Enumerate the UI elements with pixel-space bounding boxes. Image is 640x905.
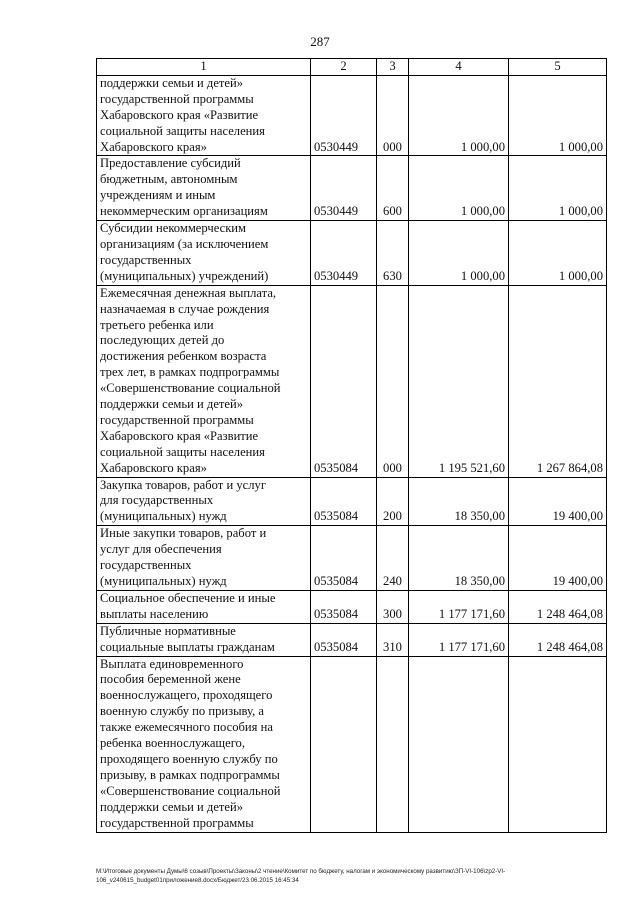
description-line: для государственных bbox=[100, 493, 214, 508]
amount-year-2: 19 400,00 bbox=[509, 526, 607, 591]
table-row bbox=[97, 221, 607, 286]
row-description bbox=[97, 75, 311, 156]
amount-year-2: 1 248 464,08 bbox=[509, 590, 607, 623]
table-header-row bbox=[97, 59, 607, 76]
table-row bbox=[97, 590, 607, 623]
expense-type bbox=[377, 656, 409, 832]
target-code: 0535084 bbox=[311, 623, 377, 656]
description-line: Выплата единовременного bbox=[100, 656, 244, 671]
description-line: государственных bbox=[100, 252, 192, 267]
target-code: 0535084 bbox=[311, 590, 377, 623]
description-line: Хабаровского края» bbox=[100, 460, 207, 475]
description-line: некоммерческим организациям bbox=[100, 204, 268, 219]
description-line: достижения ребенком возраста bbox=[100, 349, 267, 364]
expense-type: 600 bbox=[377, 156, 409, 221]
description-line: государственных bbox=[100, 558, 192, 573]
description-line: государственной программы bbox=[100, 815, 254, 830]
target-code: 0530449 bbox=[311, 75, 377, 156]
expense-type: 240 bbox=[377, 526, 409, 591]
table-row bbox=[97, 156, 607, 221]
description-line: поддержки семьи и детей» bbox=[100, 799, 244, 814]
description-line: назначаемая в случае рождения bbox=[100, 301, 270, 316]
target-code: 0535084 bbox=[311, 285, 377, 477]
description-line: Хабаровского края» bbox=[100, 139, 207, 154]
header-col-1: 1 bbox=[97, 59, 311, 76]
header-col-5: 5 bbox=[509, 59, 607, 76]
description-line: Закупка товаров, работ и услуг bbox=[100, 477, 266, 492]
table-row bbox=[97, 477, 607, 526]
amount-year-2: 1 000,00 bbox=[509, 156, 607, 221]
description-line: выплаты населению bbox=[100, 606, 209, 621]
expense-type: 000 bbox=[377, 285, 409, 477]
row-description bbox=[97, 526, 311, 591]
table-row bbox=[97, 656, 607, 832]
amount-year-1: 1 000,00 bbox=[409, 221, 509, 286]
row-description bbox=[97, 221, 311, 286]
description-line: государственной программы bbox=[100, 412, 254, 427]
description-line: социальной защиты населения bbox=[100, 123, 265, 138]
expense-type: 310 bbox=[377, 623, 409, 656]
amount-year-2: 1 000,00 bbox=[509, 221, 607, 286]
description-line: бюджетным, автономным bbox=[100, 172, 238, 187]
description-line: (муниципальных) нужд bbox=[100, 574, 227, 588]
amount-year-2: 1 248 464,08 bbox=[509, 623, 607, 656]
description-line: поддержки семьи и детей» bbox=[100, 75, 244, 90]
description-line: Ежемесячная денежная выплата, bbox=[100, 285, 277, 300]
description-line: ребенка военнослужащего, bbox=[100, 736, 245, 751]
description-line: призыву, в рамках подпрограммы bbox=[100, 767, 280, 782]
row-description bbox=[97, 477, 311, 526]
target-code: 0535084 bbox=[311, 526, 377, 591]
footer-file-path: М:\Итоговые документы Думы\6 созыв\Проекты\Законы\2 чтение\Комитет по бюджету, налогам и экономическому развитию\ЗП-VI-106\zp2-VI-106_v240615_budget01приложение8.docx/Бюджет/23.06.2015 16:45:34 bbox=[96, 868, 506, 884]
table-row bbox=[97, 623, 607, 656]
description-line: государственной программы bbox=[100, 91, 254, 106]
header-col-4: 4 bbox=[409, 59, 509, 76]
description-line: последующих детей до bbox=[100, 333, 225, 348]
description-line: Хабаровского края «Развитие bbox=[100, 107, 259, 122]
row-description bbox=[97, 156, 311, 221]
description-line: Публичные нормативные bbox=[100, 623, 236, 638]
expense-type: 000 bbox=[377, 75, 409, 156]
description-line: также ежемесячного пособия на bbox=[100, 720, 273, 735]
description-line: военную службу по призыву, а bbox=[100, 704, 264, 719]
amount-year-1: 18 350,00 bbox=[409, 477, 509, 526]
row-description bbox=[97, 285, 311, 477]
amount-year-1 bbox=[409, 656, 509, 832]
expense-type: 200 bbox=[377, 477, 409, 526]
description-line: Предоставление субсидий bbox=[100, 156, 241, 171]
target-code: 0535084 bbox=[311, 477, 377, 526]
description-line: Хабаровского края «Развитие bbox=[100, 428, 259, 443]
description-line: (муниципальных) учреждений) bbox=[100, 268, 269, 283]
row-description bbox=[97, 656, 311, 832]
amount-year-2: 1 000,00 bbox=[509, 75, 607, 156]
row-description bbox=[97, 590, 311, 623]
description-line: (муниципальных) нужд bbox=[100, 509, 227, 524]
amount-year-1: 1 000,00 bbox=[409, 75, 509, 156]
description-line: Социальное обеспечение и иные bbox=[100, 590, 276, 605]
amount-year-1: 18 350,00 bbox=[409, 526, 509, 591]
expense-type: 300 bbox=[377, 590, 409, 623]
description-line: проходящего военную службу по bbox=[100, 751, 278, 766]
amount-year-1: 1 177 171,60 bbox=[409, 623, 509, 656]
amount-year-1: 1 177 171,60 bbox=[409, 590, 509, 623]
table-row bbox=[97, 75, 607, 156]
description-line: Иные закупки товаров, работ и bbox=[100, 526, 267, 541]
description-line: военнослужащего, проходящего bbox=[100, 688, 273, 703]
amount-year-2: 19 400,00 bbox=[509, 477, 607, 526]
description-line: третьего ребенка или bbox=[100, 317, 214, 332]
header-col-2: 2 bbox=[311, 59, 377, 76]
description-line: «Совершенствование социальной bbox=[100, 783, 281, 798]
target-code: 0530449 bbox=[311, 221, 377, 286]
row-description bbox=[97, 623, 311, 656]
description-line: социальной защиты населения bbox=[100, 444, 265, 459]
description-line: Субсидии некоммерческим bbox=[100, 221, 247, 236]
header-col-3: 3 bbox=[377, 59, 409, 76]
budget-table bbox=[96, 58, 607, 833]
amount-year-2: 1 267 864,08 bbox=[509, 285, 607, 477]
expense-type: 630 bbox=[377, 221, 409, 286]
description-line: услуг для обеспечения bbox=[100, 542, 222, 557]
page-number: 287 bbox=[310, 34, 330, 49]
target-code bbox=[311, 656, 377, 832]
table-row bbox=[97, 526, 607, 591]
table-row bbox=[97, 285, 607, 477]
amount-year-1: 1 000,00 bbox=[409, 156, 509, 221]
description-line: социальные выплаты гражданам bbox=[100, 639, 275, 654]
description-line: трех лет, в рамках подпрограммы bbox=[100, 365, 280, 380]
target-code: 0530449 bbox=[311, 156, 377, 221]
description-line: организациям (за исключением bbox=[100, 236, 269, 251]
description-line: учреждениям и иным bbox=[100, 188, 216, 203]
description-line: поддержки семьи и детей» bbox=[100, 397, 244, 412]
description-line: пособия беременной жене bbox=[100, 672, 241, 687]
description-line: «Совершенствование социальной bbox=[100, 381, 281, 396]
amount-year-2 bbox=[509, 656, 607, 832]
amount-year-1: 1 195 521,60 bbox=[409, 285, 509, 477]
